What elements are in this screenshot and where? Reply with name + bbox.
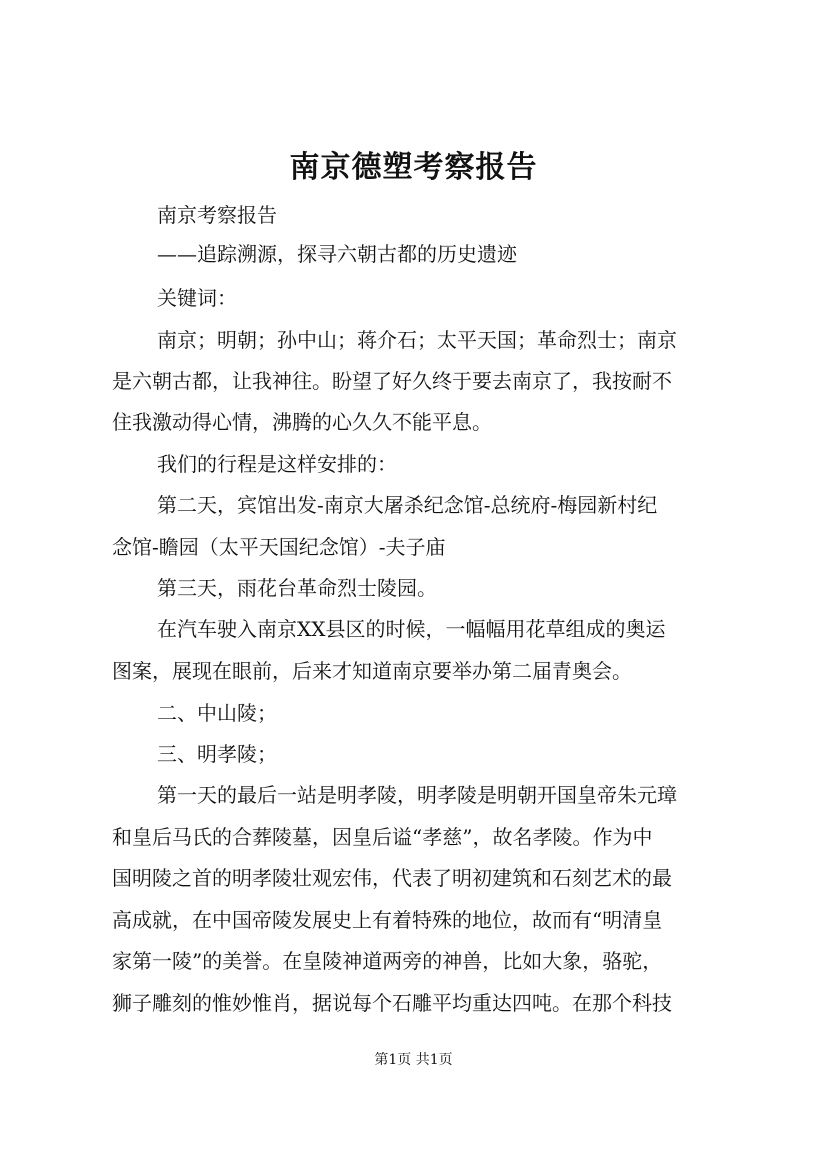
- keywords-label: 关键词：: [157, 286, 237, 310]
- paragraph-line: 家第一陵”的美誉。在皇陵神道两旁的神兽，比如大象，骆驼，: [112, 949, 663, 973]
- paragraph-line: 南京；明朝；孙中山；蒋介石；太平天国；革命烈士；南京: [157, 328, 677, 352]
- paragraph-line: 图案，展现在眼前，后来才知道南京要举办第二届青奥会。: [112, 659, 632, 683]
- paragraph-line: 住我激动得心情，沸腾的心久久不能平息。: [112, 410, 492, 434]
- section-heading: 二、中山陵；: [157, 701, 277, 725]
- paragraph-line: 我们的行程是这样安排的：: [157, 452, 397, 476]
- page-footer: 第1页 共1页: [374, 1052, 453, 1068]
- paragraph-line: 在汽车驶入南京XX县区的时候，一幅幅用花草组成的奥运: [157, 617, 666, 641]
- paragraph-line: 是六朝古都，让我神往。盼望了好久终于要去南京了，我按耐不: [112, 369, 672, 393]
- paragraph-line: 第三天，雨花台革命烈士陵园。: [157, 576, 437, 600]
- paragraph-line: 第二天，宾馆出发-南京大屠杀纪念馆-总统府-梅园新村纪: [157, 493, 658, 517]
- paragraph-line: 高成就，在中国帝陵发展史上有着特殊的地位，故而有“明清皇: [112, 908, 663, 932]
- paragraph-line: 国明陵之首的明孝陵壮观宏伟，代表了明初建筑和石刻艺术的最: [112, 866, 672, 890]
- paragraph-line: 和皇后马氏的合葬陵墓，因皇后谥“孝慈”，故名孝陵。作为中: [112, 825, 653, 849]
- section-heading: 三、明孝陵；: [157, 742, 277, 766]
- paragraph-line: 念馆-瞻园（太平天国纪念馆）-夫子庙: [112, 535, 446, 559]
- paragraph-line: 狮子雕刻的惟妙惟肖，据说每个石雕平均重达四吨。在那个科技: [112, 991, 672, 1015]
- subtitle-line: 南京考察报告: [157, 203, 277, 227]
- document-title: 南京德塑考察报告: [289, 150, 538, 185]
- paragraph-line: 第一天的最后一站是明孝陵，明孝陵是明朝开国皇帝朱元璋: [157, 783, 677, 807]
- subtitle-slogan: ——追踪溯源，探寻六朝古都的历史遗迹: [157, 242, 517, 266]
